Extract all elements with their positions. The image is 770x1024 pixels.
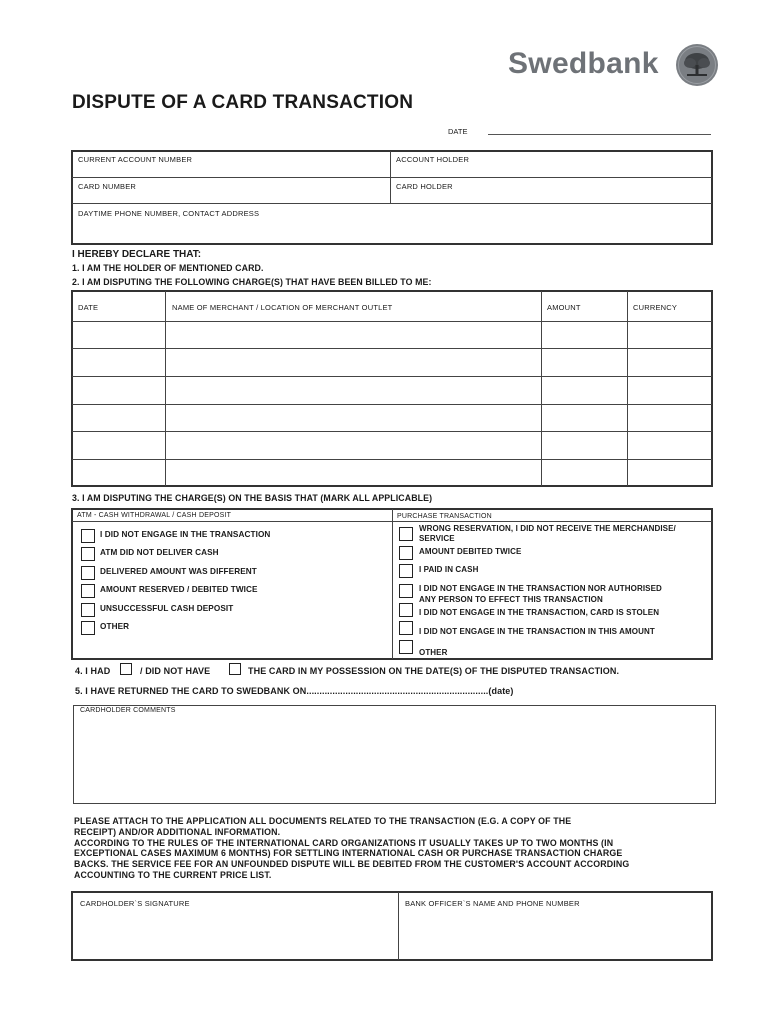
possession-rest: THE CARD IN MY POSSESSION ON THE DATE(S) OF THE DISPUTED TRANSACTION. [248,666,620,676]
column-header-currency: CURRENCY [633,303,678,312]
atm-option-checkbox[interactable] [81,547,95,561]
phone-address-field[interactable]: DAYTIME PHONE NUMBER, CONTACT ADDRESS [78,209,260,218]
date-input-line[interactable] [488,134,711,135]
column-header-merchant: NAME OF MERCHANT / LOCATION OF MERCHANT OUTLET [172,303,393,312]
atm-option-label: OTHER [100,622,130,631]
table-row-divider [72,348,712,349]
notice-line: RECEIPT) AND/OR ADDITIONAL INFORMATION. [74,826,281,837]
comments-box[interactable] [73,705,716,804]
declaration-item-2: 2. I AM DISPUTING THE FOLLOWING CHARGE(S) THAT HAVE BEEN BILLED TO ME: [72,277,432,287]
column-header-date: DATE [78,303,99,312]
table-row-divider [72,376,712,377]
bank-officer-field[interactable]: BANK OFFICER`S NAME AND PHONE NUMBER [405,899,580,908]
atm-option-label: DELIVERED AMOUNT WAS DIFFERENT [100,567,257,576]
purchase-option-label: I DID NOT ENGAGE IN THE TRANSACTION, CARD IS STOLEN [419,608,660,617]
brand-logo-text: Swedbank [508,47,659,80]
account-holder-field[interactable]: ACCOUNT HOLDER [396,155,470,164]
column-header-amount: AMOUNT [547,303,581,312]
purchase-option-label: I PAID IN CASH [419,565,479,574]
current-account-number-field[interactable]: CURRENT ACCOUNT NUMBER [78,155,193,164]
atm-section-header: ATM - CASH WITHDRAWAL / CASH DEPOSIT [77,512,232,519]
divider [398,892,399,960]
atm-option-label: ATM DID NOT DELIVER CASH [100,548,219,557]
possession-i-had: 4. I HAD [75,666,111,676]
oak-tree-seal-icon [675,43,719,87]
notice-line: BACKS. THE SERVICE FEE FOR AN UNFOUNDED DISPUTE WILL BE DEBITED FROM THE CUSTOMER'S ACCOUNT ACCORDING [74,859,630,870]
atm-option-checkbox[interactable] [81,529,95,543]
did-not-have-card-checkbox[interactable] [229,663,241,675]
divider [72,177,712,178]
purchase-option-label: I DID NOT ENGAGE IN THE TRANSACTION NOR AUTHORISED [419,584,662,593]
divider [72,521,712,522]
date-label: DATE [448,127,468,136]
purchase-option-label: ANY PERSON TO EFFECT THIS TRANSACTION [419,595,603,604]
atm-option-checkbox[interactable] [81,566,95,580]
card-holder-field[interactable]: CARD HOLDER [396,182,453,191]
account-info-box [71,150,713,245]
purchase-option-checkbox[interactable] [399,640,413,654]
comments-label: CARDHOLDER COMMENTS [80,707,176,714]
table-row-divider [72,431,712,432]
notice-line: PLEASE ATTACH TO THE APPLICATION ALL DOCUMENTS RELATED TO THE TRANSACTION (E.G. A COPY OF THE [74,816,572,826]
divider [392,509,393,659]
returned-card-line[interactable]: 5. I HAVE RETURNED THE CARD TO SWEDBANK ON......................................................................(date) [75,686,514,696]
declaration-heading: I HEREBY DECLARE THAT: [72,249,202,260]
purchase-option-label: I DID NOT ENGAGE IN THE TRANSACTION IN THIS AMOUNT [419,627,655,636]
declaration-item-1: 1. I AM THE HOLDER OF MENTIONED CARD. [72,263,264,273]
atm-option-label: AMOUNT RESERVED / DEBITED TWICE [100,585,258,594]
atm-option-checkbox[interactable] [81,584,95,598]
purchase-option-label: OTHER [419,648,448,657]
possession-did-not-have: / DID NOT HAVE [140,666,211,676]
card-number-field[interactable]: CARD NUMBER [78,182,137,191]
purchase-option-checkbox[interactable] [399,564,413,578]
notice-line: ACCORDING TO THE RULES OF THE INTERNATIONAL CARD ORGANIZATIONS IT USUALLY TAKES UP TO TWO MONTHS (IN [74,837,614,848]
notice-line: ACCOUNTING TO THE CURRENT PRICE LIST. [74,869,272,880]
atm-option-label: I DID NOT ENGAGE IN THE TRANSACTION [100,530,271,539]
cardholder-signature-field[interactable]: CARDHOLDER`S SIGNATURE [80,899,190,908]
had-card-checkbox[interactable] [120,663,132,675]
notice-line: EXCEPTIONAL CASES MAXIMUM 6 MONTHS) FOR SETTLING INTERNATIONAL CASH OR PURCHASE TRANSACTION CHARGE [74,848,623,859]
purchase-option-checkbox[interactable] [399,584,413,598]
table-row-divider [72,404,712,405]
purchase-option-label: WRONG RESERVATION, I DID NOT RECEIVE THE MERCHANDISE/ [419,524,676,533]
atm-option-checkbox[interactable] [81,603,95,617]
purchase-option-checkbox[interactable] [399,546,413,560]
atm-option-checkbox[interactable] [81,621,95,635]
purchase-option-checkbox[interactable] [399,527,413,541]
table-row-divider [72,321,712,322]
purchase-section-header: PURCHASE TRANSACTION [397,513,492,520]
basis-heading: 3. I AM DISPUTING THE CHARGE(S) ON THE BASIS THAT (MARK ALL APPLICABLE) [72,493,433,503]
atm-option-label: UNSUCCESSFUL CASH DEPOSIT [100,604,234,613]
charges-table [71,290,713,487]
purchase-option-label: AMOUNT DEBITED TWICE [419,547,522,556]
table-row-divider [72,459,712,460]
divider [72,203,712,204]
page-title: DISPUTE OF A CARD TRANSACTION [72,92,414,113]
notice-text [74,816,724,881]
purchase-option-label: SERVICE [419,534,455,543]
purchase-option-checkbox[interactable] [399,621,413,635]
purchase-option-checkbox[interactable] [399,603,413,617]
